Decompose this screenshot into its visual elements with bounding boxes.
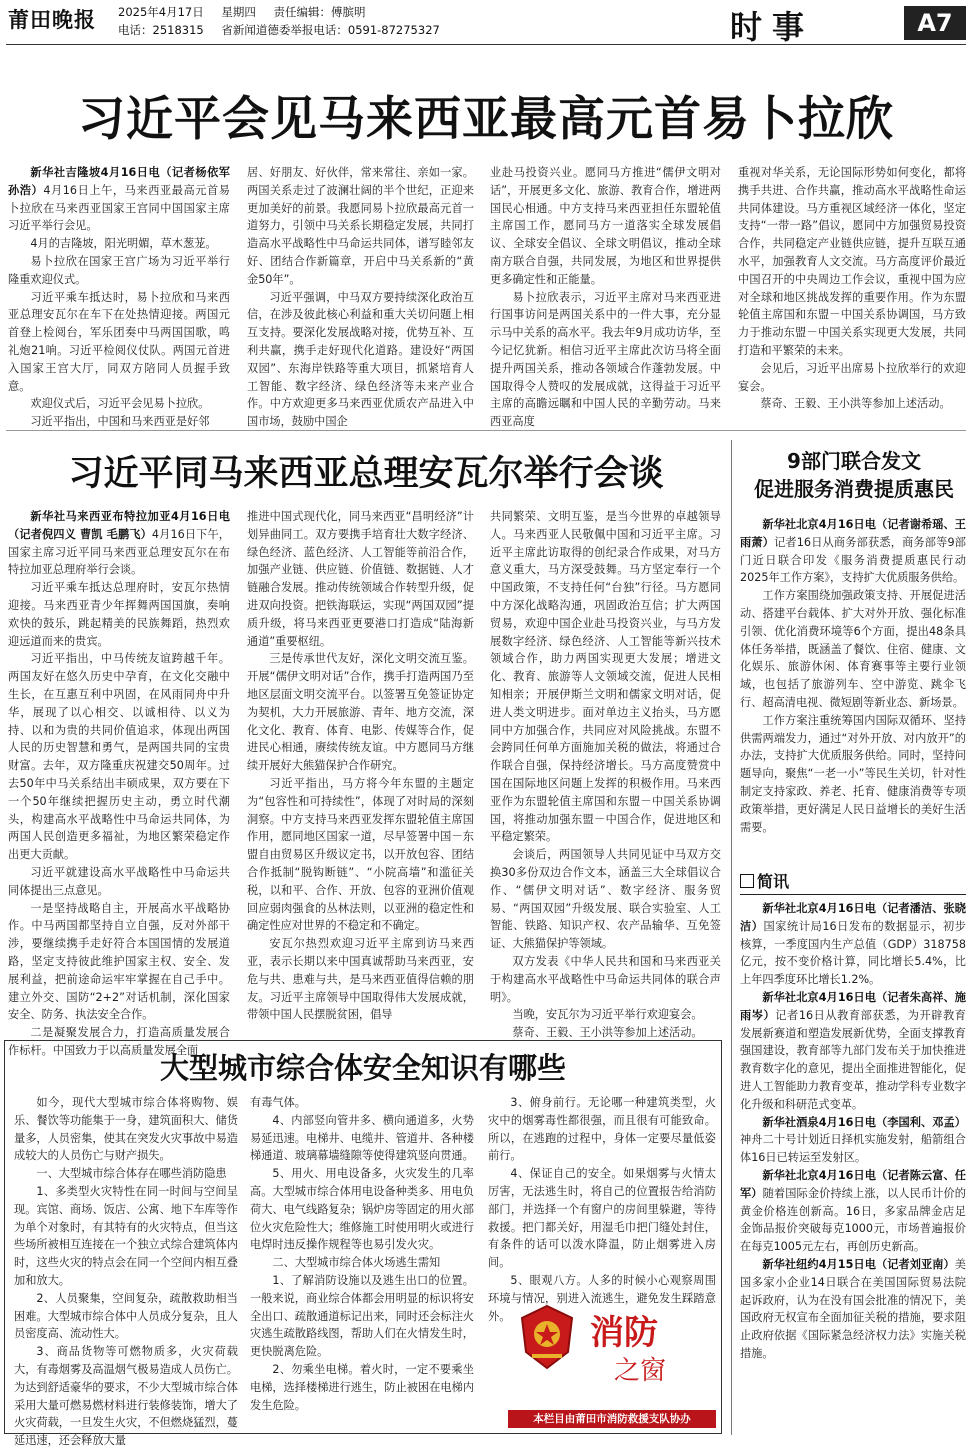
paragraph-text: 记者16日从教育部获悉，为开辟教育发展新赛道和塑造发展新优势，全面支撑教育强国建设，教育部等九部门发布关于加快推进教育数字化的意见，提出全面推进智能化，促进人工智能助力教育变革，推动学科专业数字化升级和科研范式变革。	[740, 1008, 966, 1111]
paragraph-text: 安瓦尔热烈欢迎习近平主席到访马来西亚，表示长期以来中国真诚帮助马来西亚，安危与共、患难与共，是马来西亚值得信赖的朋友。习近平主席领导中国取得伟大发展成就，带领中国人民摆脱贫困，倡导	[247, 937, 474, 1022]
article2-column1	[8, 508, 230, 1057]
paragraph	[14, 1094, 238, 1165]
paragraph	[738, 164, 966, 360]
report-phone: 省新闻道德委举报电话：0591-87275327	[221, 23, 440, 37]
paragraph	[740, 989, 966, 1114]
sidebar-title-line1: 9部门联合发文	[787, 449, 921, 473]
paragraph-text: 4、内部竖向管井多、横向通道多，火势易延迅速。电梯井、电缆井、管道井、各种楼梯通道、玻璃幕墙缝隙等使得建筑竖向贯通。	[250, 1113, 474, 1163]
paragraph-text: 重视对华关系，无论国际形势如何变化，都将携手共进、合作共赢，推动高水平战略性命运共同体建设。马方重视区域经济一体化，坚定支持“一带一路”倡议，愿同中方加强贸易投资合作，共同稳定产业链供应链，提升互联互通水平，加强教育人文交流。马方高度评价最近中国召开的中央周边工作会议，重视中国为应对全球和地区挑战发挥的重要作用。作为东盟轮值主席国和东盟－中国关系协调国，马方致力于推动东盟－中国关系实现更大发展，共同打造和平繁荣的未来。	[738, 166, 966, 357]
dateline: 新华社吉隆坡4月16日电（记者杨依军 孙浩）	[8, 166, 230, 197]
paragraph-text: 会谈后，两国领导人共同见证中马双方交换30多份双边合作文本，涵盖三大全球倡议合作、“儒伊文明对话”、数字经济、服务贸易、“两国双园”升级发展、联合实验室、人工智能、铁路、知识产权、农产品输华、互免签证、大熊猫保护等领域。	[490, 848, 721, 951]
paragraph	[8, 508, 230, 579]
paragraph	[740, 712, 966, 837]
paragraph-text: 工作方案注重统筹国内国际双循环、坚持供需两端发力，通过“对外开放、对内放开”的办法，支持扩大优质服务供给。同时，坚持问题导向，聚焦“一老一小”等民生关切，针对性制定支持家政、养老、托育、健康消费等专项政策举措，更好满足人民日益增长的美好生活需要。	[740, 713, 966, 834]
article3-column2	[250, 1094, 474, 1430]
paragraph	[247, 289, 474, 431]
paragraph-text: 共同繁荣、文明互鉴，是当今世界的卓越领导人。马来西亚人民敬佩中国和习近平主席。习近平主席此访取得的创纪录合作成果，对马方意义重大，马方深受鼓舞。马方坚定奉行一个中国政策，不支持任何“台独”行径。马方愿同中方深化战略沟通，巩固政治互信；扩大两国贸易，欢迎中国企业赴马投资兴业，与马方发展数字经济、绿色经济、人工智能等新兴技术领域合作，助力两国实现更大发展；增进文化、教育、旅游等人文领域交流，促进人民相知相亲；开展伊斯兰文明和儒家文明对话，促进人类文明进步。面对单边主义抬头，马方愿同中方加强合作，共同应对风险挑战。东盟不会跨同任何单方面施加关税的做法，将通过合作联合自强，保持经济增长。马方高度赞赏中国在国际地区问题上发挥的积极作用。马来西亚作为东盟轮值主席国和东盟－中国关系协调国，将推动加强东盟－中国合作，促进地区和平稳定繁荣。	[490, 510, 721, 844]
article2-column3	[490, 508, 721, 1040]
fire-emblem-icon	[518, 1304, 576, 1370]
paragraph	[250, 1165, 474, 1254]
paragraph	[8, 235, 230, 253]
paragraph-text: 习近平指出，中国和马来西亚是好邻	[30, 415, 210, 429]
newspaper-logo: 莆田晚报	[8, 7, 96, 32]
paragraph	[247, 935, 474, 1024]
square-icon	[740, 874, 754, 888]
paragraph-text: 推进中国式现代化，同马来西亚“昌明经济”计划异曲同工。双方要携手培育壮大数字经济、绿色经济、蓝色经济、人工智能等前沿合作，加强产业链、供应链、价值链、数据链、人才链融合发展。推动传统领域合作转型升级，促进双向投资。把铁海联运，实现“两国双园”提质升级，将马来西亚更要港口打造成“陆海新通道”重要枢纽。	[247, 510, 474, 648]
paragraph-text: 4月的吉隆坡，阳光明媚，草木葱茏。	[30, 237, 217, 251]
article1-column2	[247, 164, 474, 429]
paragraph-text: 一、大型城市综合体存在哪些消防隐患	[36, 1167, 227, 1181]
paragraph	[14, 1343, 238, 1450]
paragraph-text: 神舟二十号计划近日择机实施发射，船箭组合体16日已转运至发射区。	[740, 1133, 966, 1165]
paragraph-text: 习近平指出，马方将今年东盟的主题定为“包容性和可持续性”，体现了对时局的深刻洞察。中方支持马来西亚发挥东盟轮值主席国作用，愿同地区国家一道，尽早签署中国－东盟自由贸易区升级议定书，以开放包容、团结合作抵制“脱钩断链”、“小院高墙”和滥征关税，以和平、合作、开放、包容的亚洲价值观回应弱肉强食的丛林法则，以亚洲的稳定性和确定性应对世界的不稳定和不确定。	[247, 776, 474, 933]
paragraph-text: 三是传承世代友好，深化文明交流互鉴。开展“儒伊文明对话”合作，携手打造两国乃至地区层面文明交流平台。以签署互免签证协定为契机，大力开展旅游、青年、地方交流，深化文化、教育、体育、电影、传媒等合作，促进民心相通，赓续传统友谊。中方愿同马方继续开展好大熊猫保护合作研究。	[247, 652, 474, 773]
paragraph-text: 4月16日下午，国家主席习近平同马来西亚总理安瓦尔在布特拉加亚总理府举行会谈。	[8, 527, 230, 577]
paragraph-text: 1、了解消防设施以及逃生出口的位置。一般来说，商业综合体都会用明显的标识将安全出口、疏散通道标记出来，同时还会标注火灾逃生疏散路线图，帮助人们在火情发生时，更快脱离危险。	[250, 1273, 474, 1359]
article1-rule	[6, 430, 966, 431]
fire-column-subtitle: 之窗	[614, 1356, 667, 1386]
paragraph-text: 一是坚持战略自主，开展高水平战略协作。中马两国都坚持自立自强，反对外部干涉，要继续携手走好符合本国国情的发展道路，坚定支持彼此维护国家主权、安全、发展利益，把前途命运牢牢掌握在自己手中。建立外交、国防“2+2”对话机制，深化国家安全、防务、执法安全合作。	[8, 901, 230, 1022]
paragraph-text: 二是凝聚发展合力，打造高质量发展合作标杆。中国致力于以高质量发展全面	[8, 1026, 230, 1057]
paragraph	[250, 1112, 474, 1165]
paragraph	[8, 164, 230, 235]
paragraph	[740, 1114, 966, 1167]
paragraph	[8, 253, 230, 289]
briefs-title: 简讯	[757, 872, 790, 891]
paragraph-text: 业赴马投资兴业。愿同马方推进“儒伊文明对话”，开展更多文化、旅游、教育合作，增进两国民心相通。中方支持马来西亚担任东盟轮值主席国工作，愿同马方一道落实全球发展倡议、全球安全倡议、全球文明倡议，推动全球南方联合自强，共同发展，为地区和世界提供更多确定性和正能量。	[490, 166, 721, 286]
paragraph-text: 如今，现代大型城市综合体将购物、娱乐、餐饮等功能集于一身，建筑面积大、储货量多，人员密集，使其在突发火灾事故中易造成较大的人员伤亡与财产损失。	[14, 1096, 238, 1163]
dateline: 新华社北京4月16日电（记者陈云富、任军）	[740, 1168, 966, 1200]
paragraph-text: 4、保证自己的安全。如果烟雾与火情太厉害，无法逃生时，将自己的位置报告给消防部门，并选择一个有窗户的房间里躲避，等待救援。把门都关好，用湿毛巾把门缝处封住，有条件的话可以泼水降温，防止烟雾进入房间。	[488, 1167, 716, 1270]
paragraph	[488, 1094, 716, 1165]
paragraph	[740, 1256, 966, 1363]
paragraph-text: 2、勿乘坐电梯。着火时，一定不要乘坐电梯，选择楼梯进行逃生，防止被困在电梯内发生危险。	[250, 1362, 474, 1412]
dateline: 新华社马来西亚布特拉加亚4月16日电（记者倪四义 曹凯 毛鹏飞）	[8, 510, 230, 541]
dateline: 新华社酒泉4月16日电（李国利、邓孟）	[762, 1115, 966, 1129]
article1-column3	[490, 164, 721, 429]
paragraph-text: 美国多家小企业14日联合在美国国际贸易法院起诉政府，认为在没有国会批准的情况下，美国政府无权宣布全面加征关税的措施，要求阻止政府依据《国际紧急经济权力法》实施关税措施。	[740, 1257, 966, 1360]
paragraph	[490, 164, 721, 289]
paragraph-text: 易卜拉欣表示，习近平主席对马来西亚进行国事访问是两国关系中的一件大事，充分显示马中关系的高水平。我去年9月成功访华，至今记忆犹新。相信习近平主席此次访马将全面提升两国关系，推动各领域合作蓬勃发展。中国取得令人赞叹的发展成就，这得益于习近平主席的高瞻远瞩和中国人民的辛勤劳动。马来西亚高度	[490, 290, 721, 429]
article1-column4	[738, 164, 966, 422]
paragraph	[490, 1006, 721, 1024]
issue-weekday: 星期四	[221, 5, 256, 19]
paragraph	[8, 395, 230, 413]
paragraph-text: 易卜拉欣在国家王宫广场为习近平举行隆重欢迎仪式。	[8, 254, 230, 286]
paragraph	[490, 289, 721, 431]
masthead-rule	[6, 44, 966, 45]
masthead-info-line2	[118, 22, 454, 38]
paragraph-text: 习近平乘车抵达总理府时，安瓦尔热情迎接。马来西亚青少年挥舞两国国旗，奏响欢快的鼓乐，跳起精美的民族舞蹈，热烈欢迎远道而来的贵宾。	[8, 581, 230, 648]
sidebar-title-line2: 促进服务消费提质惠民	[754, 477, 954, 501]
paragraph	[8, 289, 230, 396]
paragraph-text: 2、人员聚集，空间复杂，疏散救助相当困难。大型城市综合体中人员成分复杂，且人员密度高、流动性大。	[14, 1291, 238, 1341]
paragraph-text: 1、多类型火灾特性在同一时间与空间呈现。宾馆、商场、饭店、公寓、地下车库等作为单个对象时，有其特有的火灾特点，但当这些场所被相互连接在一个独立式综合建筑体内时，这些火灾的特点会在同一个空间内相互叠加和放大。	[14, 1184, 238, 1287]
paragraph	[8, 650, 230, 864]
paragraph-text: 4月16日上午，马来西亚最高元首易卜拉欣在马来西亚国家王宫同中国国家主席习近平举行会见。	[8, 183, 230, 233]
masthead-info-line1	[118, 4, 380, 20]
paragraph	[740, 1167, 966, 1256]
paragraph-text: 蔡奇、王毅、王小洪等参加上述活动。	[760, 397, 951, 411]
section-name: 时事	[730, 8, 815, 46]
paragraph	[14, 1165, 238, 1183]
paragraph	[738, 360, 966, 396]
paragraph-text: 习近平就建设高水平战略性中马命运共同体提出三点意见。	[8, 865, 230, 897]
paragraph-text: 随着国际金价持续上涨，以人民币计价的黄金价格连创新高。16日，多家品牌金店足金饰品报价突破每克1000元，市场普遍报价在每克1005元左右，再创历史新高。	[740, 1186, 966, 1254]
paragraph-text: 习近平乘车抵达时，易卜拉欣和马来西亚总理安瓦尔在车下在处热情迎接。两国元首登上检阅台，军乐团奏中马两国国歌，鸣礼炮21响。习近平检阅仪仗队。两国元首进入国家王宫大厅，同双方陪同人员握手致意。	[8, 290, 230, 393]
article2-column2	[247, 508, 474, 1032]
paragraph	[8, 900, 230, 1025]
paragraph-text: 工作方案围绕加强政策支持、开展促进活动、搭建平台载体、扩大对外开放、强化标准引领、优化消费环境等6个方面，提出48条具体任务举措，既涵盖了餐饮、住宿、健康、文化娱乐、旅游休闲、体育赛事等主要行业领域，也包括了旅游列车、空中游览、跳伞飞行、超高清电视、微短剧等新业态、新场景。	[740, 589, 966, 709]
paragraph	[740, 900, 966, 989]
paragraph	[740, 516, 966, 587]
article3-column3	[488, 1094, 716, 1323]
paragraph	[14, 1290, 238, 1343]
paragraph	[490, 846, 721, 953]
paragraph-text: 5、用火、用电设备多，火灾发生的几率高。大型城市综合体用电设备种类多、用电负荷大、电气线路复杂；锅炉房等固定的用火部位火灾危险性大；维修施工时使用明火或进行电焊时违反操作规程等也易引发火灾。	[250, 1167, 474, 1252]
paragraph-text: 国家统计局16日发布的数据显示，初步核算，一季度国内生产总值（GDP）318758亿元，按不变价格计算，同比增长5.4%，比上年四季度环比增长1.2%。	[740, 919, 966, 987]
paragraph	[247, 508, 474, 650]
paragraph	[247, 775, 474, 935]
paragraph	[738, 395, 966, 413]
paragraph	[247, 164, 474, 289]
briefs-heading	[740, 872, 966, 895]
paragraph-text: 习近平强调，中马双方要持续深化政治互信，在涉及彼此核心利益和重大关切问题上相互支持。要深化发展战略对接，优势互补、互利共赢，携手走好现代化道路。建设好“两国双园”、东海岸铁路等重大项目，抓紧培育人工智能、数字经济、绿色经济等未来产业合作。中方欢迎更多马来西亚优质农产品进入中国市场，鼓励中国企	[247, 290, 474, 429]
paragraph-text: 居、好朋友、好伙伴，常来常往、亲如一家。两国关系走过了波澜壮阔的半个世纪，正迎来更加美好的前景。我愿同易卜拉欣最高元首一道努力，引领中马关系长期稳定发展，共同打造高水平战略性中马命运共同体，谱写睦邻友好、团结合作新篇章，开启中马关系新的“黄金50年”。	[247, 166, 474, 286]
paragraph	[490, 508, 721, 846]
paragraph	[490, 953, 721, 1006]
paragraph	[247, 650, 474, 775]
dateline: 新华社北京4月16日电（记者潘洁、张晓洁）	[740, 902, 966, 933]
fire-column-sponsor: 本栏目由莆田市消防救援支队协办	[508, 1410, 716, 1428]
article1-column1	[8, 164, 230, 429]
paragraph-text: 5、眼观八方。人多的时候小心观察周围环境与情况，别进入流逃生，避免发生踩踏意外。	[488, 1273, 716, 1323]
dateline: 新华社北京4月16日电（记者谢希瑶、王雨萧）	[740, 518, 966, 549]
phone: 电话：2518315	[118, 23, 204, 37]
paragraph-text: 习近平指出，中马传统友谊跨越千年。两国友好在悠久历史中孕育，在文化交融中生长，在互惠互利中巩固，在风雨同舟中升华，展现了以心相交、以诚相待、以义为持、以和为贵的共同价值追求，体现出两国人民的历史智慧和勇气，是两国共同的宝贵财富。去年，双方隆重庆祝建交50周年。过去50年中马关系结出丰硕成果，双方要在下一个50年继续把握历史主动，勇立时代潮头，构建高水平战略性中马命运共同体，为两国人民创造更多福祉，为地区繁荣稳定作出更大贡献。	[8, 652, 230, 862]
paragraph	[250, 1361, 474, 1414]
paragraph-text: 欢迎仪式后，习近平会见易卜拉欣。	[30, 397, 210, 411]
paragraph-text: 记者16日从商务部获悉，商务部等9部门近日联合印发《服务消费提质惠民行动2025年工作方案》，支持扩大优质服务供给。	[740, 535, 966, 585]
paragraph	[14, 1183, 238, 1290]
headline-article3: 大型城市综合体安全知识有哪些	[159, 1051, 566, 1085]
paragraph-text: 有毒气体。	[250, 1096, 306, 1109]
paragraph	[250, 1254, 474, 1272]
paragraph	[488, 1165, 716, 1272]
sidebar-divider	[731, 440, 732, 1435]
dateline: 新华社北京4月16日电（记者朱高祥、施雨岑）	[740, 990, 966, 1022]
headline-article2: 习近平同马来西亚总理安瓦尔举行会谈	[68, 454, 664, 494]
article3-column1	[14, 1094, 238, 1448]
sidebar-article	[740, 516, 966, 854]
paragraph-text: 3、俯身前行。无论哪一种建筑类型，火灾中的烟雾毒性都很强，而且很有可能致命。所以，在逃跑的过程中，身体一定要尽量低姿前行。	[488, 1096, 716, 1163]
paragraph-text: 二、大型城市综合体火场逃生需知	[272, 1256, 441, 1270]
paragraph-text: 双方发表《中华人民共和国和马来西亚关于构建高水平战略性中马命运共同体的联合声明》。	[490, 954, 721, 1004]
issue-date: 2025年4月17日	[118, 5, 204, 19]
page-number: A7	[904, 6, 966, 40]
paragraph	[740, 587, 966, 712]
paragraph-text: 3、商品货物等可燃物质多，火灾荷载大，有毒烟雾及高温烟气极易造成人员伤亡。为达到舒适豪华的要求，不少大型城市综合体采用大量可燃易燃材料进行装修装饰，增大了火灾荷载，一旦发生火灾，不但燃烧猛烈，蔓延迅速，还会释放大量	[14, 1345, 238, 1448]
paragraph	[250, 1094, 474, 1112]
headline-article1: 习近平会见马来西亚最高元首易卜拉欣	[78, 92, 894, 147]
paragraph	[250, 1272, 474, 1361]
briefs-list	[740, 900, 966, 1434]
editor: 责任编辑：傅膑明	[273, 5, 366, 19]
dateline: 新华社纽约4月15日电（记者刘亚南）	[762, 1257, 955, 1271]
paragraph-text: 蔡奇、王毅、王小洪等参加上述活动。	[512, 1026, 703, 1040]
paragraph	[8, 864, 230, 900]
paragraph	[8, 413, 230, 431]
paragraph-text: 会见后，习近平出席易卜拉欣举行的欢迎宴会。	[738, 361, 966, 393]
paragraph	[8, 579, 230, 650]
fire-column-title: 消防	[590, 1313, 658, 1353]
paragraph-text: 当晚，安瓦尔为习近平举行欢迎宴会。	[512, 1008, 703, 1022]
